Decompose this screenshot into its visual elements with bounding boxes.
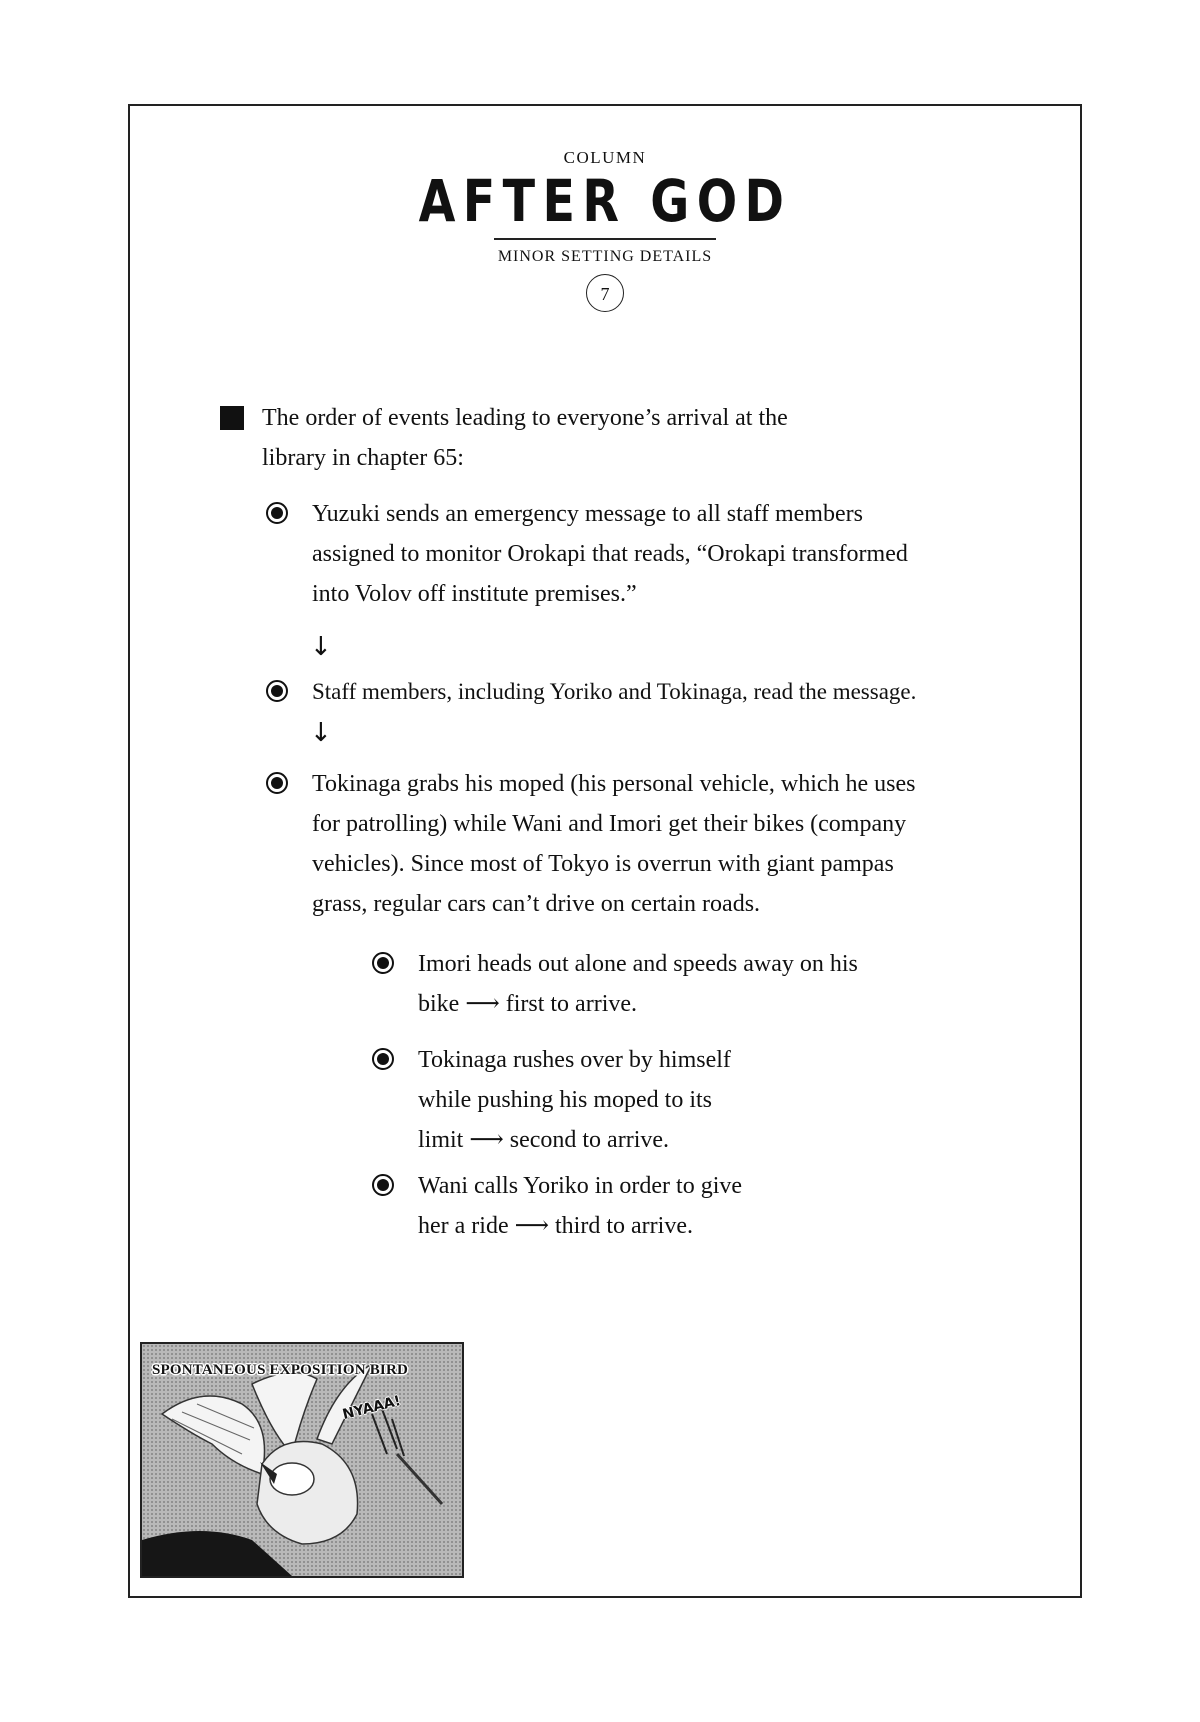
step-text: [312, 672, 1056, 712]
substep-line: limit ⟶ second to arrive.: [418, 1127, 670, 1153]
section-heading-text: [262, 398, 900, 478]
substep-text: [418, 1040, 932, 1160]
step-item: [266, 672, 1056, 712]
substep-text: [418, 1166, 932, 1246]
column-frame: [128, 104, 1082, 1598]
step-line: Staff members, including Yoriko and Tokinaga, read the message.: [312, 679, 917, 704]
figure-sound-effect: NYAAA!: [340, 1393, 403, 1423]
down-arrow-icon: ↓: [310, 632, 332, 662]
substep-line: Tokinaga rushes over by himself: [418, 1047, 731, 1073]
section-heading-line: The order of events leading to everyone’s arrival at the: [262, 405, 788, 431]
substep-item: [372, 1040, 932, 1160]
bird-body: [257, 1442, 358, 1545]
dark-foreground-shape: [142, 1531, 292, 1576]
substep-item: [372, 944, 932, 1024]
column-header: [130, 148, 1080, 312]
step-line: for patrolling) while Wani and Imori get their bikes (company: [312, 811, 907, 837]
column-number-badge: 7: [586, 274, 624, 312]
substep-line: Imori heads out alone and speeds away on his: [418, 951, 858, 977]
section-heading: [220, 398, 900, 478]
column-kicker: COLUMN: [563, 148, 647, 167]
title-divider: [494, 238, 716, 240]
step-line: vehicles). Since most of Tokyo is overrun with giant pampas: [312, 851, 894, 877]
substep-item: [372, 1166, 932, 1246]
square-bullet-icon: [220, 406, 244, 430]
circle-bullet-icon: [372, 1174, 394, 1196]
figure-caption: SPONTANEOUS EXPOSITION BIRD: [152, 1362, 409, 1378]
column-subtitle: MINOR SETTING DETAILS: [497, 248, 713, 265]
circle-bullet-icon: [372, 952, 394, 974]
down-arrow-icon: ↓: [310, 718, 332, 748]
section-heading-line: library in chapter 65:: [262, 445, 464, 471]
bird-head: [270, 1463, 314, 1495]
circle-bullet-icon: [266, 680, 288, 702]
step-item: [266, 494, 1046, 614]
step-text: [312, 764, 1056, 924]
arm-line: [397, 1454, 442, 1504]
circle-bullet-icon: [266, 502, 288, 524]
circle-bullet-icon: [266, 772, 288, 794]
substep-line: Wani calls Yoriko in order to give: [418, 1173, 743, 1199]
substep-line: bike ⟶ first to arrive.: [418, 991, 638, 1017]
circle-bullet-icon: [372, 1048, 394, 1070]
substep-line: her a ride ⟶ third to arrive.: [418, 1213, 693, 1239]
column-title: AFTER GOD: [418, 167, 792, 235]
step-line: grass, regular cars can’t drive on certain roads.: [312, 891, 761, 917]
step-line: Tokinaga grabs his moped (his personal vehicle, which he uses: [312, 771, 916, 797]
substep-line: while pushing his moped to its: [418, 1087, 712, 1113]
exposition-bird-illustration: [140, 1342, 464, 1578]
bird-claws: [372, 1409, 404, 1456]
bird-left-wing: [162, 1396, 265, 1474]
step-line: into Volov off institute premises.”: [312, 581, 637, 607]
step-line: assigned to monitor Orokapi that reads, “Orokapi transformed: [312, 541, 908, 567]
step-line: Yuzuki sends an emergency message to all staff members: [312, 501, 863, 527]
substep-text: [418, 944, 932, 1024]
step-text: [312, 494, 1046, 614]
step-item: [266, 764, 1056, 924]
